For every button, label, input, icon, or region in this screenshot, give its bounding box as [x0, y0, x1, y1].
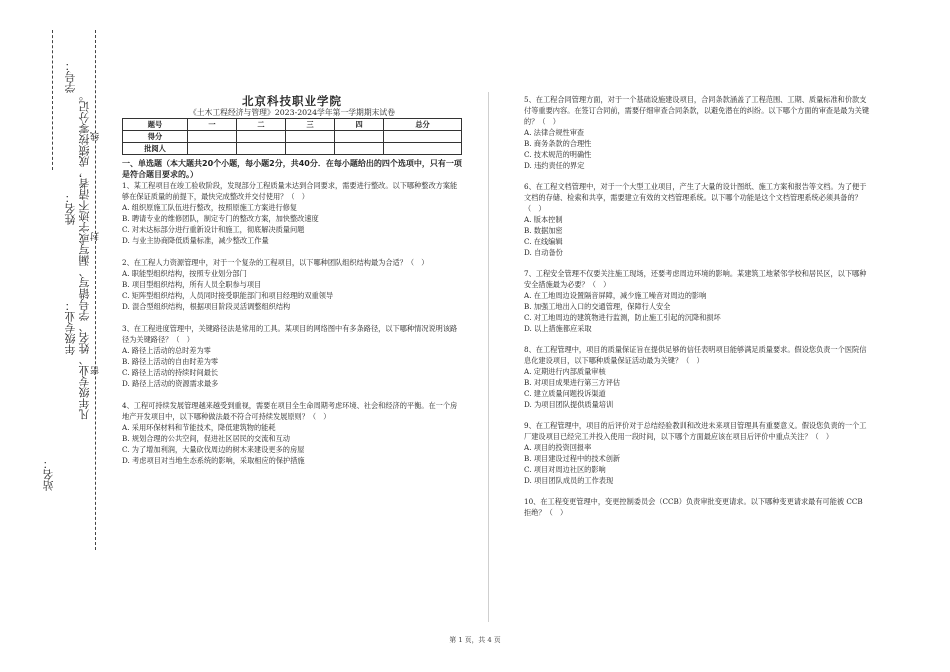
option: B. 路径上活动的自由时差为零	[122, 357, 219, 366]
option: B. 数据加密	[524, 226, 563, 235]
score-cell	[237, 143, 286, 155]
option: D. 混合型组织结构，根据项目阶段灵活调整组织结构	[122, 302, 291, 311]
option: D. 路径上活动的资源需求最多	[122, 379, 219, 388]
score-header-cell: 三	[286, 119, 335, 131]
score-cell	[286, 143, 335, 155]
question-text: 9、在工程管理中，项目的后评价对于总结经验教训和改进未来项目管理具有重要意义。假设您负责的一个工厂建设项目已经完工并投入使用一段时间，以下哪个方面最应该在项目后评价中重点关注？（ ）	[524, 421, 867, 441]
score-cell	[237, 131, 286, 143]
score-header-cell: 一	[188, 119, 237, 131]
score-cell	[384, 131, 462, 143]
option: B. 商务条款的合理性	[524, 139, 592, 148]
school-name: 北京科技职业学院	[242, 94, 342, 108]
question-4	[122, 400, 462, 466]
question-text: 4、工程可持续发展管理越来越受到重视，需要在项目全生命周期考虑环境、社会和经济的平衡。在一个房地产开发项目中，以下哪种做法最不符合可持续发展原则？（ ）	[122, 401, 458, 421]
option: C. 为了增加利润，大量砍伐周边的树木来建设更多的房屋	[122, 445, 305, 454]
question-3	[122, 323, 462, 389]
option: D. 为项目团队提供质量培训	[524, 400, 614, 409]
margin-instruction: 凡年级专业、姓名、学号错写、漏写或字迹不清者，成绩按零分记。	[78, 90, 91, 420]
station-name-label: 站名：	[42, 458, 55, 491]
option: A. 定期进行内部质量审核	[524, 367, 606, 376]
option: C. 在线编辑	[524, 237, 563, 246]
question-7	[524, 268, 869, 334]
right-column	[524, 94, 869, 518]
option: C. 对工地周边的建筑物进行监测，防止施工引起的沉降和损坏	[524, 313, 721, 322]
option: C. 对未达标部分进行重新设计和施工，彻底解决质量问题	[122, 225, 305, 234]
grade-major-label: 年级专业：	[64, 300, 77, 355]
score-cell	[335, 143, 384, 155]
binding-dashed-line	[95, 30, 96, 550]
question-1	[122, 180, 462, 246]
question-text: 8、在工程管理中，项目的质量保证旨在提供足够的信任表明项目能够满足质量要求。假设您负责一个医院信息化建设项目，以下哪种质量保证活动最为关键？（ ）	[524, 345, 867, 365]
option: A. 采用环保材料和节能技术，降低建筑物的能耗	[122, 423, 276, 432]
option: C. 建立质量问题投诉渠道	[524, 389, 606, 398]
score-cell	[188, 143, 237, 155]
option: D. 与业主协商降低质量标准，减少整改工作量	[122, 236, 269, 245]
question-10	[524, 496, 869, 518]
score-cell	[335, 131, 384, 143]
score-cell	[286, 131, 335, 143]
option: C. 技术规范的明确性	[524, 150, 592, 159]
option: A. 项目的投资回报率	[524, 443, 592, 452]
question-text: 7、工程安全管理不仅要关注施工现场，还要考虑周边环境的影响。某建筑工地紧邻学校和居民区，以下哪种安全措施最为必要？（ ）	[524, 269, 867, 289]
question-6	[524, 181, 869, 258]
exam-title: 《土木工程经济与管理》2023-2024学年第一学期期末试卷	[188, 108, 396, 117]
section-title: 一、单选题（本大题共20个小题，每小题2分，共40分．在每小题给出的四个选项中，只有一项是符合题目要求的。）	[122, 159, 462, 179]
question-9	[524, 420, 869, 486]
left-column	[122, 96, 462, 466]
option: D. 违约责任的界定	[524, 161, 585, 170]
option: D. 考虑项目对当地生态系统的影响，采取相应的保护措施	[122, 456, 305, 465]
option: A. 在工地周边设置隔音屏障，减少施工噪音对周边的影响	[524, 291, 707, 300]
question-8	[524, 344, 869, 410]
option: A. 法律合规性审查	[524, 128, 585, 137]
score-row-label: 得分	[123, 131, 188, 143]
question-text: 10、在工程变更管理中，变更控制委员会（CCB）负责审批变更请求。以下哪种变更请求最有可能被 CCB 拒绝？（ ）	[524, 497, 863, 517]
option: A. 组织原施工队伍进行整改，按照原施工方案进行修复	[122, 203, 298, 212]
seal-mi-char: 密	[91, 366, 101, 375]
option: D. 以上措施都应采取	[524, 324, 592, 333]
student-id-label: 学号：	[64, 60, 77, 93]
option: C. 项目对周边社区的影响	[524, 465, 606, 474]
binding-margin	[0, 0, 110, 672]
option: A. 版本控制	[524, 215, 563, 224]
question-text: 1、某工程项目在竣工验收阶段，发现部分工程质量未达到合同要求，需要进行整改。以下哪种整改方案能够在保证质量的前提下，最快完成整改并交付使用？（ ）	[122, 181, 458, 201]
question-text: 2、在工程人力资源管理中，对于一个复杂的工程项目，以下哪种团队组织结构最为合适？（ ）	[122, 258, 429, 267]
score-header-cell: 四	[335, 119, 384, 131]
seal-feng-char: 封	[91, 232, 101, 241]
score-header-cell: 题号	[123, 119, 188, 131]
option: B. 项目型组织结构，所有人员全职参与项目	[122, 280, 262, 289]
option: D. 项目团队成员的工作表现	[524, 476, 614, 485]
score-table	[122, 118, 462, 155]
option: D. 自动备份	[524, 248, 563, 257]
score-cell	[188, 131, 237, 143]
option: B. 项目建设过程中的技术创新	[524, 454, 621, 463]
option: C. 路径上活动的持续时间最长	[122, 368, 219, 377]
score-table-row	[123, 131, 462, 143]
score-table-header-row	[123, 119, 462, 131]
student-name-label: 姓名：	[64, 192, 77, 225]
question-text: 5、在工程合同管理方面，对于一个基础设施建设项目，合同条款涵盖了工程范围、工期、质量标准和价款支付等重要内容。在签订合同前，需要仔细审查合同条款，以避免潜在的纠纷。以下哪个方面的审查是最为关键的？（ ）	[524, 95, 870, 126]
question-2	[122, 257, 462, 312]
question-text: 3、在工程进度管理中，关键路径法是常用的工具。某项目的网络图中有多条路径，以下哪种情况说明该路径为关键路径？（ ）	[122, 324, 458, 344]
page-footer: 第 1 页，共 4 页	[449, 636, 501, 644]
score-header-cell: 总分	[384, 119, 462, 131]
score-cell	[384, 143, 462, 155]
seal-line-char: 线	[91, 132, 101, 141]
option: A. 路径上活动的总时差为零	[122, 346, 211, 355]
option: B. 加强工地出入口的交通管理，保障行人安全	[524, 302, 671, 311]
column-divider	[488, 92, 489, 622]
question-text: 6、在工程文档管理中，对于一个大型工业项目，产生了大量的设计图纸、施工方案和报告等文档。为了便于文档的存储、检索和共享，需要建立有效的文档管理系统。以下哪个功能是这个文档管理系统必须具备的？（ ）	[524, 182, 867, 213]
option: B. 聘请专业的维修团队，制定专门的整改方案，加快整改速度	[122, 214, 319, 223]
score-row-label: 批阅人	[123, 143, 188, 155]
score-table-row	[123, 143, 462, 155]
question-5	[524, 94, 869, 171]
option: B. 规划合理的公共空间，促进社区居民的交流和互动	[122, 434, 290, 443]
option: B. 对项目成果进行第三方评估	[524, 378, 621, 387]
score-header-cell: 二	[237, 119, 286, 131]
option: C. 矩阵型组织结构，人员同时接受职能部门和项目经理的双重领导	[122, 291, 334, 300]
option: A. 职能型组织结构，按照专业划分部门	[122, 269, 247, 278]
name-underline	[52, 30, 53, 170]
